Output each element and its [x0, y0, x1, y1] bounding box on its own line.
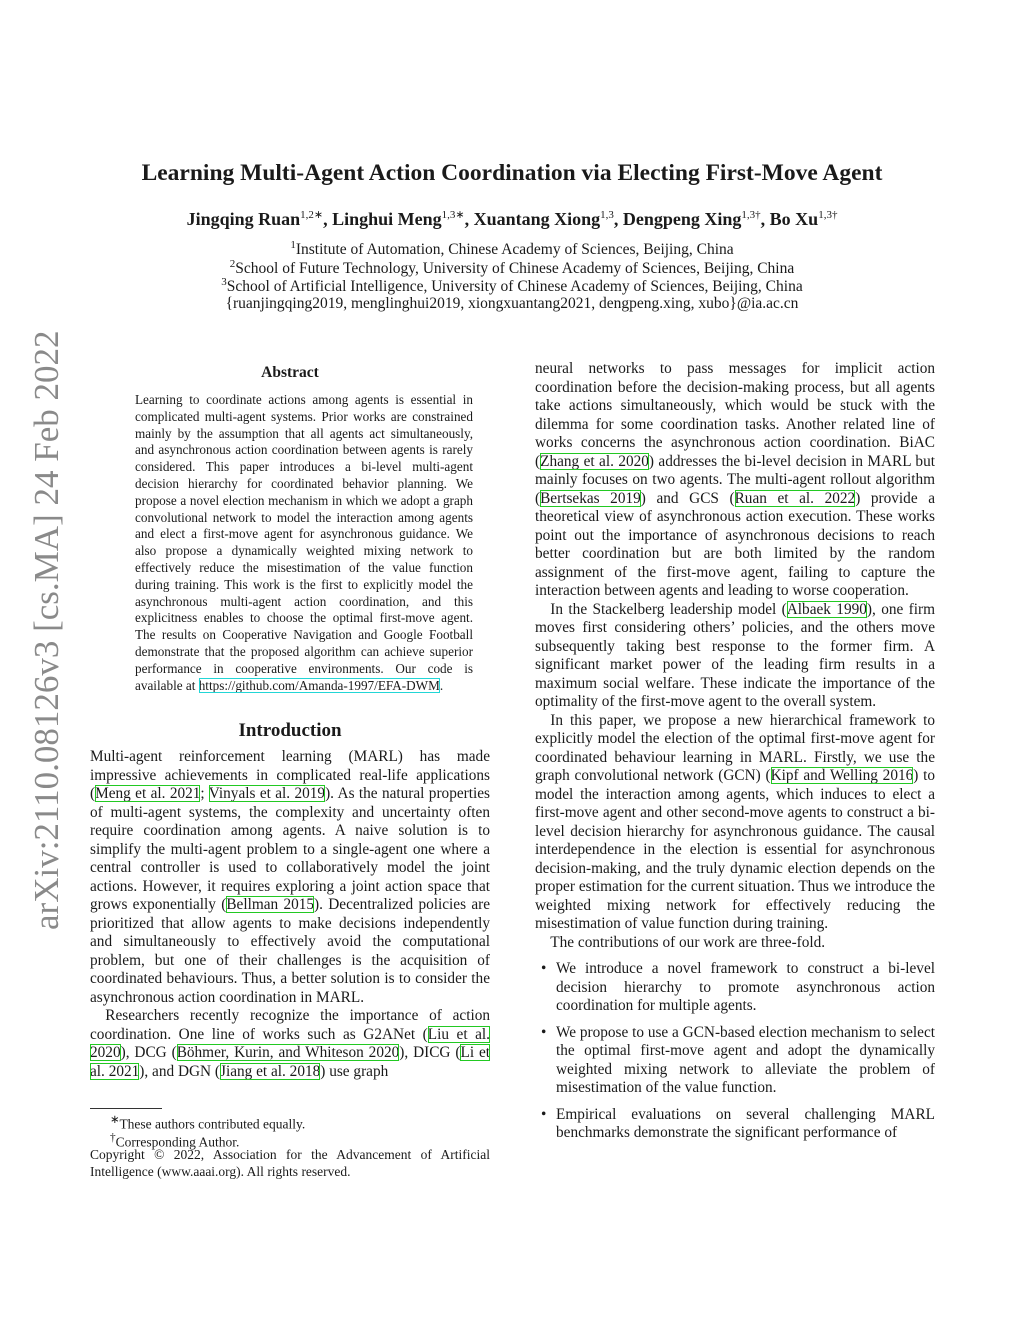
citation-link[interactable]: Liu et al. 2020 — [90, 1025, 491, 1061]
text-run: ) and GCS ( — [640, 489, 735, 507]
affiliation-1: $^1$Institute of Automation, Chinese Academy of Sciences, Beijing, China — [290, 239, 734, 259]
body-paragraph: The contributions of our work are three-fold. — [550, 933, 826, 951]
paper-title: Learning Multi-Agent Action Coordination via Electing First-Move Agent — [141, 160, 883, 186]
author-emails: {ruanjingqing2019, menglinghui2019, xiongxuantang2021, dengpeng.xing, xubo}@ia.ac.cn — [225, 295, 799, 312]
citation-link[interactable]: Vinyals et al. 2019 — [208, 785, 326, 802]
text-run: ) use graph — [320, 1062, 389, 1080]
text-run: Multi-agent reinforcement learning (MARL) has made impressive achievements in complicated real-life applications ( — [90, 748, 490, 802]
text-run: neural networks to pass messages for implicit action coordination before the decision-making process, but all agents take actions simultaneously, which would be stuck with the dilemma for some coordination tasks. Another related line of works concerns the asynchronous action coordination. BiAC ( — [535, 360, 935, 470]
list-item: • Empirical evaluations on several challenging MARL benchmarks demonstrate the significant performance of — [541, 1105, 935, 1141]
affiliation-3: $^3$School of Artificial Intelligence, University of Chinese Academy of Sciences, Beijing, China — [221, 276, 803, 296]
text-run: ), one firm moves first considering others’ policies, and the others move subsequently taking best response to the former firm. A significant market power of the leading firm results in a maximum social welfare. These indicate the importance of the optimality of the first-move agent to the overall system. — [535, 600, 936, 710]
introduction-heading: Introduction — [238, 720, 342, 741]
citation-link[interactable]: Ruan et al. 2022 — [734, 489, 856, 507]
text-run: ) to model the interaction among agents, which induces to elect a first-move agent and other second-move agents to construct a bi-level decision hierarchy for asynchronous guidance. The causal interdependence in the election is essential for asynchronous decision-making, and the truly dynamic election depends on the proper estimation for the current situation. Thus we introduce the weighted mixing network for effectively reducing the misestimation of value function during training. — [535, 767, 935, 932]
citation-link[interactable]: Albaek 1990 — [786, 600, 867, 618]
text-run: In this paper, we propose a new hierarchical framework to explicitly model the election of the optimal first-move agent for coordinated behaviour learning in MARL. Firstly, we use the graph convolutional network (GCN) ( — [535, 711, 935, 784]
text-run: ). Decentralized policies are prioritized that allow agents to make decisions independently and simultaneously to effectively avoid the computational problem, but one of their challenges is the acquisition of coordinated behaviours. Thus, a better solution is to consider the asynchronous action coordination in MARL. — [90, 896, 490, 1006]
footnote-divider — [90, 1108, 162, 1109]
citation-link[interactable]: Böhmer, Kurin, and Whiteson 2020 — [176, 1044, 400, 1061]
footnote-corresponding-author: †Corresponding Author. — [110, 1132, 240, 1150]
right-column-text — [535, 360, 935, 1151]
body-paragraph — [535, 601, 935, 712]
abstract-heading: Abstract — [261, 364, 319, 381]
text-run: ) addresses the bi-level decision in MARL but mainly focuses on two agents. The multi-agent rollout algorithm ( — [535, 452, 935, 507]
footnote-equal-contribution: ∗These authors contributed equally. — [110, 1114, 306, 1132]
text-run: ). As the natural properties of multi-agent systems, the complexity and uncertainty often require coordination among agents. A naive solution is to simplify the multi-agent problem to a single-agent one where a central controller is used to collaboratively model the joint actions. However, it requires exploring a joint action space that grows exponentially ( — [90, 785, 490, 913]
author: Linghui Meng$^{1,3∗}$, — [332, 209, 474, 229]
author-list — [0, 208, 1024, 230]
text-run: Researchers recently recognize the importance of action coordination. One line of works such as G2ANet ( — [90, 1007, 490, 1043]
citation-link[interactable]: Meng et al. 2021 — [95, 785, 201, 802]
text-run: ), DICG ( — [399, 1044, 461, 1061]
bullet-icon: • — [541, 1023, 547, 1041]
text-run: ), DCG ( — [120, 1044, 177, 1061]
list-item: • We introduce a novel framework to construct a bi-level decision hierarchy to promote asynchronous action coordination for multiple agents. — [541, 960, 935, 1014]
bullet-icon: • — [541, 1105, 547, 1123]
author: Dengpeng Xing$^{1,3\dagger}$, — [622, 209, 770, 229]
body-paragraph — [535, 360, 935, 601]
citation-link[interactable]: Kipf and Welling 2016 — [770, 767, 914, 784]
citation-link[interactable]: Zhang et al. 2020 — [540, 452, 649, 470]
intro-paragraph — [90, 1007, 490, 1081]
left-column-text — [90, 748, 490, 1081]
abstract-body: Learning to coordinate actions among agents is essential in complicated multi-agent systems. Prior works are constrained mainly by the assumption that all agents act simultaneously, and asynchronous action coordination between agents is rarely considered. This paper introduces a bi-level multi-agent decision hierarchy for coordinated behavior planning. We propose a novel election mechanism in which we adopt a graph convolutional network to model the interaction among agents and elect a first-move agent for asynchronous guidance. We also propose a dynamically weighted mixing network to effectively reduce the misestimation of the value function during training. This work is the first to explicitly model the asynchronous multi-agent action coordination, and this explicitness enables to choose the optimal first-move agent. The results on Cooperative Navigation and Google Football demonstrate that the proposed algorithm can achieve superior performance in cooperative environments. Our code is available at https://github.com/Amanda-1997/EFA-DWM. — [135, 392, 473, 693]
code-link[interactable]: https://github.com/Amanda-1997/EFA-DWM — [198, 677, 440, 693]
bullet-icon: • — [541, 960, 547, 977]
body-paragraph — [535, 712, 935, 934]
citation-link[interactable]: Bertsekas 2019 — [540, 489, 641, 507]
citation-link[interactable]: Jiang et al. 2018 — [220, 1062, 321, 1080]
author: Xuantang Xiong$^{1,3}$, — [473, 209, 623, 229]
text-run: ; — [200, 785, 209, 802]
text-run: ), and DGN ( — [139, 1062, 221, 1080]
copyright-notice: Copyright © 2022, Association for the Advancement of Artificial Intelligence (www.aaai.org). All rights reserved. — [90, 1147, 490, 1179]
intro-paragraph — [90, 748, 490, 1007]
affiliation-2: $^2$School of Future Technology, University of Chinese Academy of Sciences, Beijing, China — [229, 258, 795, 278]
list-item: • We propose to use a GCN-based election mechanism to select the optimal first-move agent and adopt the dynamically weighted mixing network to alleviate the problem of misestimation of the value function. — [541, 1023, 935, 1096]
arxiv-identifier: arXiv:2110.08126v3 [cs.MA] 24 Feb 2022 — [27, 330, 66, 930]
author: Jingqing Ruan$^{1,2∗}$, — [186, 209, 333, 229]
text-run: ) provide a theoretical view of asynchronous action execution. These works point out the importance of asynchronous decisions to reach better coordination but are both limited by the random assignment of the first-move agent, failing to capture the interaction between agents and leading to worse cooperation. — [535, 489, 935, 599]
author: Bo $Xu^{1,3\dagger}$ — [769, 209, 838, 229]
contributions-list — [535, 960, 935, 1143]
citation-link[interactable]: Li et al. 2021 — [90, 1044, 490, 1080]
citation-link[interactable]: Bellman 2015 — [226, 896, 315, 913]
text-run: In the Stackelberg leadership model ( — [550, 600, 787, 618]
